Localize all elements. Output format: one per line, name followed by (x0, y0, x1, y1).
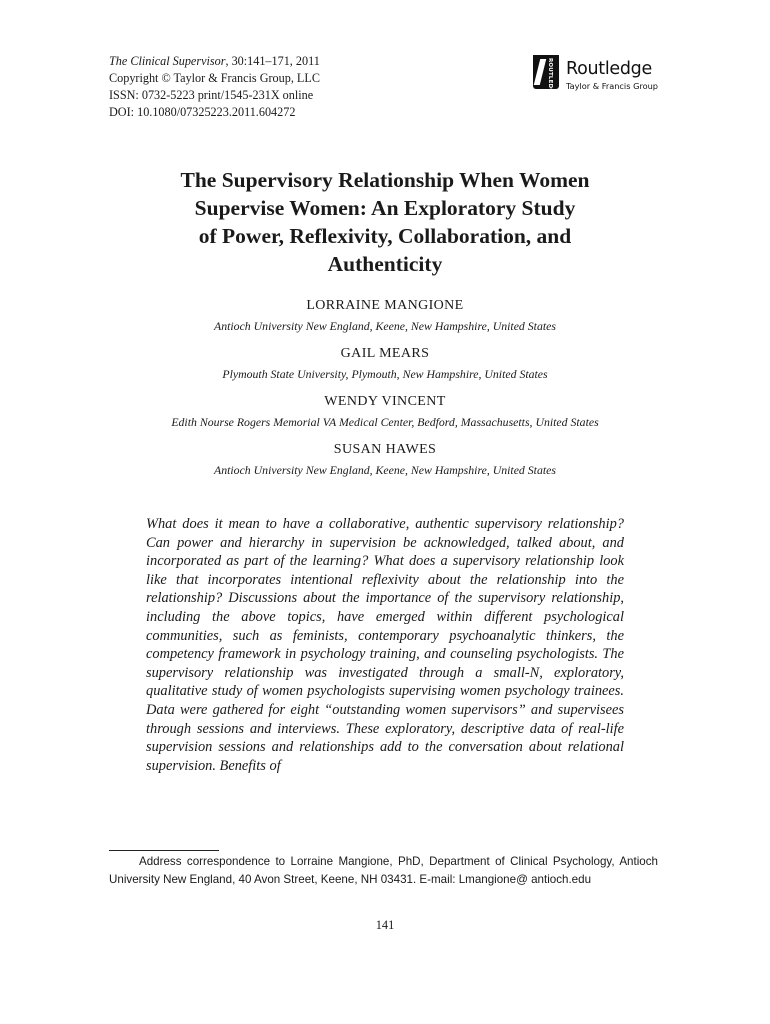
author-name: WENDY VINCENT (324, 394, 446, 409)
publisher-subbrand: Taylor & Francis Group (566, 81, 659, 91)
author-affiliation: Plymouth State University, Plymouth, New Hampshire, United States (222, 367, 548, 381)
author-affiliation: Edith Nourse Rogers Memorial VA Medical Center, Bedford, Massachusetts, United States (171, 415, 599, 429)
author-name: LORRAINE MANGIONE (306, 298, 464, 313)
abstract-text: What does it mean to have a collaborative, authentic supervisory relationship? Can power and hierarchy in supervision be acknowledged, talked about, and incorporated as part of the learning? What does a supervisory relationship look like that incorporates intentional reflexivity about the relationship into the relationship? Discussions about the importance of the supervisory relationship, including the above topics, have emerged within different psychological communities, such as feminists, contemporary psychoanalytic thinkers, the competency framework in psychology training, and counseling psychologists. The supervisory relationship was investigated through a small-N, exploratory, qualitative study of women psychologists supervising women psychology trainees. Data were gathered for eight “outstanding women supervisors” and supervisees through sessions and interviews. These exploratory, descriptive data of real-life supervision sessions and relationships add to the conversation about relational supervision. Benefits of (146, 516, 624, 774)
author-list (60, 295, 710, 487)
journal-meta (109, 53, 320, 121)
routledge-mark-icon (533, 55, 559, 98)
journal-citation (109, 53, 320, 70)
journal-name: The Clinical Supervisor (109, 54, 226, 68)
author-affiliation: Antioch University New England, Keene, New Hampshire, United States (214, 463, 556, 477)
issn-line: ISSN: 0732-5223 print/1545-231X online (109, 88, 314, 102)
author-name: GAIL MEARS (340, 346, 430, 361)
volume-pages-year: , 30:141–171, 2011 (225, 54, 320, 68)
author-affiliation: Antioch University New England, Keene, New Hampshire, United States (214, 319, 556, 333)
author-name: SUSAN HAWES (333, 442, 437, 457)
footnote-divider (109, 850, 219, 851)
correspondence-footnote: Address correspondence to Lorraine Mangione, PhD, Department of Clinical Psychology, Antioch University New England, 40 Avon Street, Keene, NH 03431. E-mail: Lmangione@ antioch.edu (109, 855, 658, 886)
doi-line: DOI: 10.1080/07325223.2011.604272 (109, 105, 296, 119)
logo-mark-text: ROUTLEDGE (547, 58, 553, 98)
article-title: The Supervisory Relationship When Women Supervise Women: An Exploratory Study of Power, Reflexivity, Collaboration, and Authenticity (180, 168, 590, 276)
publisher-brand: Routledge (566, 59, 652, 79)
publisher-logo (533, 55, 663, 98)
page-number: 141 (375, 918, 395, 932)
copyright-line: Copyright © Taylor & Francis Group, LLC (109, 71, 320, 85)
